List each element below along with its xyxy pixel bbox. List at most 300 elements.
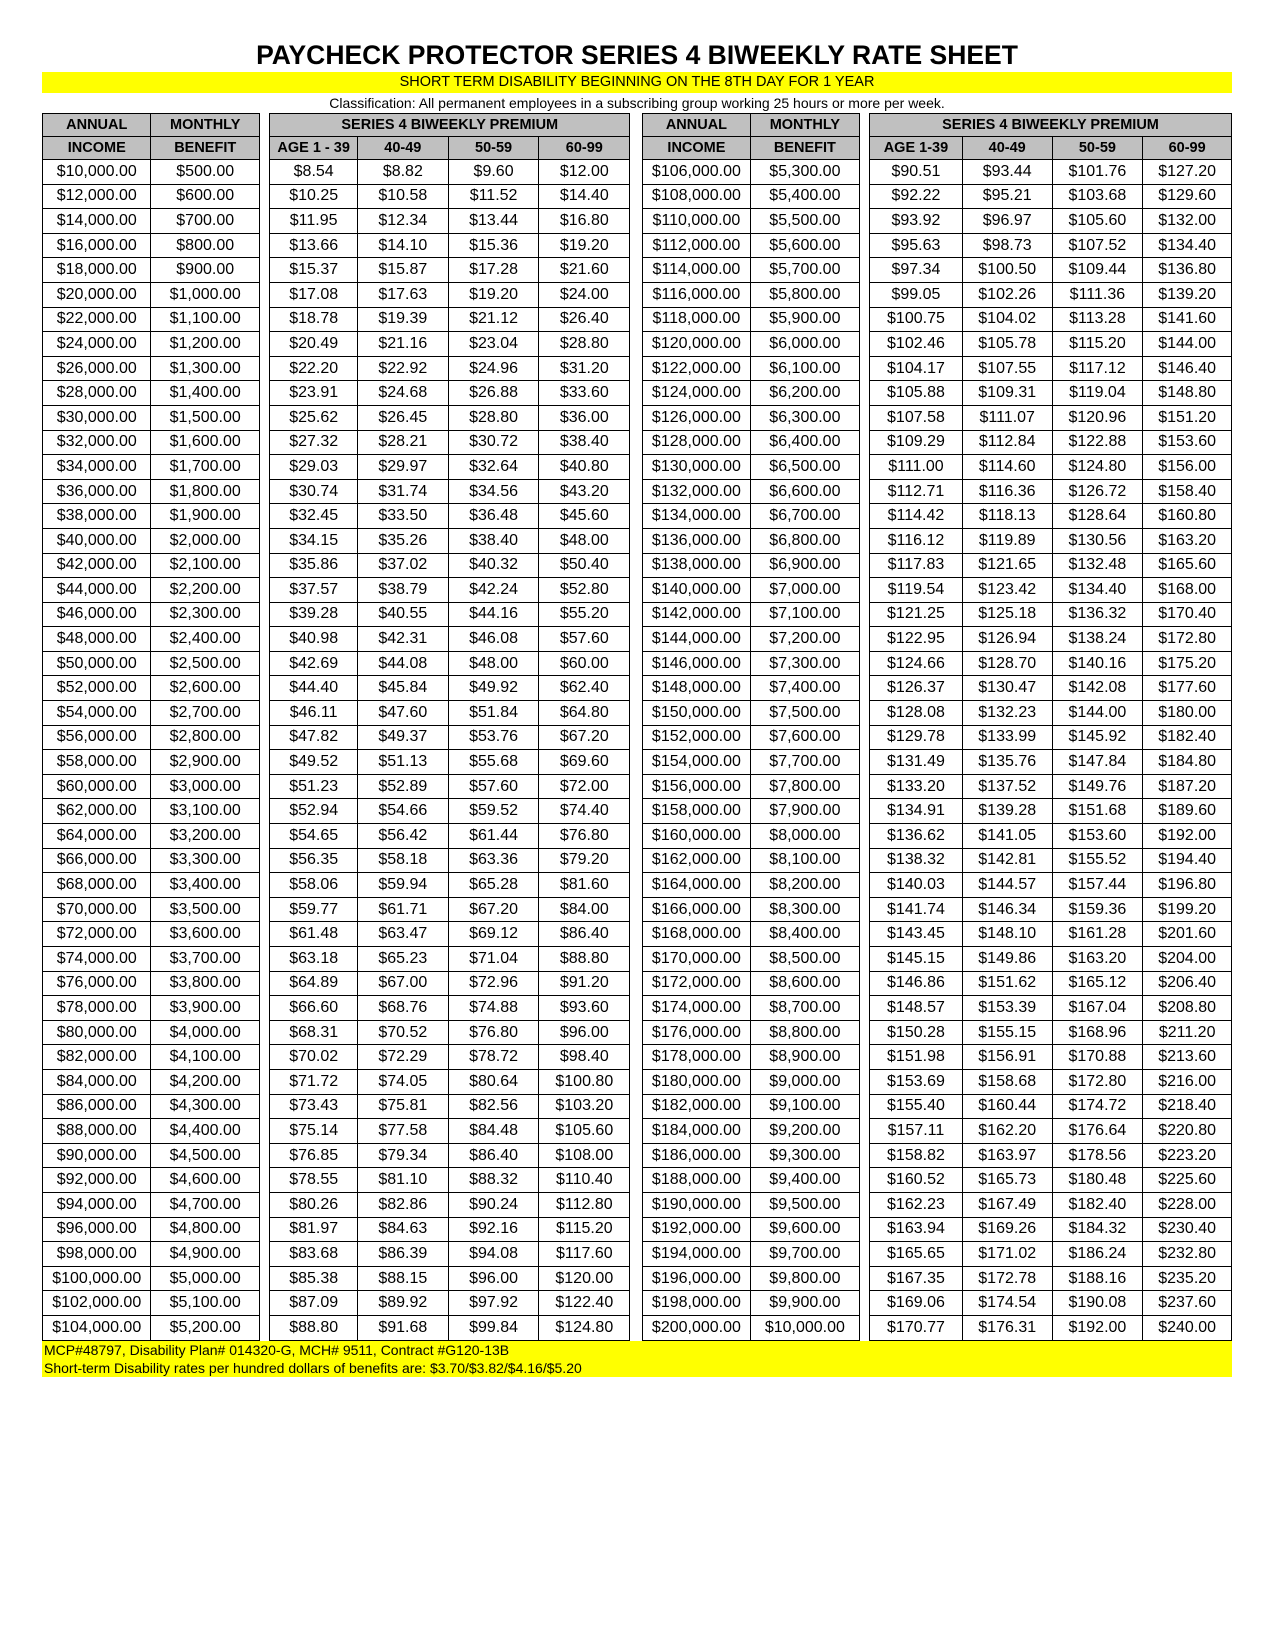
age-header: 60-99	[539, 137, 630, 160]
column-divider	[859, 1266, 869, 1291]
cell-income: $154,000.00	[642, 750, 750, 775]
cell-income: $184,000.00	[642, 1119, 750, 1144]
cell-premium-age-2: $119.89	[962, 528, 1052, 553]
column-divider	[630, 184, 643, 209]
cell-benefit: $5,100.00	[151, 1291, 259, 1316]
column-divider	[259, 996, 269, 1021]
cell-premium-age-2: $174.54	[962, 1291, 1052, 1316]
page-title: PAYCHECK PROTECTOR SERIES 4 BIWEEKLY RATE SHEET	[256, 40, 1018, 70]
cell-premium-age-2: $89.92	[357, 1291, 448, 1316]
cell-premium-age-1: $165.65	[870, 1242, 963, 1267]
column-divider	[259, 504, 269, 529]
column-divider	[859, 922, 869, 947]
column-divider	[859, 184, 869, 209]
cell-premium-age-4: $14.40	[539, 184, 630, 209]
cell-premium-age-4: $211.20	[1143, 1020, 1232, 1045]
cell-premium-age-2: $132.23	[962, 701, 1052, 726]
cell-premium-age-1: $35.86	[270, 553, 358, 578]
cell-benefit: $3,300.00	[151, 848, 259, 873]
column-divider	[859, 627, 869, 652]
cell-income: $162,000.00	[642, 848, 750, 873]
cell-premium-age-3: $130.56	[1052, 528, 1143, 553]
cell-income: $14,000.00	[43, 209, 151, 234]
cell-premium-age-1: $90.51	[870, 160, 963, 185]
cell-premium-age-3: $17.28	[448, 258, 539, 283]
cell-premium-age-2: $130.47	[962, 676, 1052, 701]
cell-benefit: $9,000.00	[751, 1069, 859, 1094]
cell-premium-age-1: $107.58	[870, 405, 963, 430]
cell-benefit: $7,200.00	[751, 627, 859, 652]
cell-premium-age-1: $169.06	[870, 1291, 963, 1316]
cell-premium-age-4: $194.40	[1143, 848, 1232, 873]
cell-benefit: $3,100.00	[151, 799, 259, 824]
column-divider	[859, 1291, 869, 1316]
cell-premium-age-2: $37.02	[357, 553, 448, 578]
table-row	[43, 1217, 1232, 1242]
cell-premium-age-2: $114.60	[962, 455, 1052, 480]
table-row	[43, 1045, 1232, 1070]
column-divider	[630, 873, 643, 898]
cell-premium-age-4: $172.80	[1143, 627, 1232, 652]
cell-premium-age-2: $176.31	[962, 1315, 1052, 1340]
cell-premium-age-1: $170.77	[870, 1315, 963, 1340]
cell-premium-age-4: $124.80	[539, 1315, 630, 1340]
cell-income: $64,000.00	[43, 824, 151, 849]
cell-premium-age-2: $68.76	[357, 996, 448, 1021]
cell-income: $80,000.00	[43, 1020, 151, 1045]
cell-income: $168,000.00	[642, 922, 750, 947]
cell-premium-age-3: $126.72	[1052, 479, 1143, 504]
cell-premium-age-1: $18.78	[270, 307, 358, 332]
cell-benefit: $5,600.00	[751, 233, 859, 258]
cell-premium-age-4: $127.20	[1143, 160, 1232, 185]
cell-premium-age-3: $142.08	[1052, 676, 1143, 701]
cell-premium-age-3: $28.80	[448, 405, 539, 430]
cell-premium-age-2: $153.39	[962, 996, 1052, 1021]
subtitle-banner: SHORT TERM DISABILITY BEGINNING ON THE 8TH DAY FOR 1 YEAR	[42, 72, 1232, 93]
cell-benefit: $4,000.00	[151, 1020, 259, 1045]
cell-benefit: $9,900.00	[751, 1291, 859, 1316]
cell-income: $170,000.00	[642, 947, 750, 972]
cell-premium-age-1: $11.95	[270, 209, 358, 234]
column-divider	[259, 1094, 269, 1119]
cell-benefit: $8,000.00	[751, 824, 859, 849]
cell-premium-age-2: $56.42	[357, 824, 448, 849]
cell-premium-age-2: $155.15	[962, 1020, 1052, 1045]
cell-benefit: $1,700.00	[151, 455, 259, 480]
cell-premium-age-4: $235.20	[1143, 1266, 1232, 1291]
cell-benefit: $2,700.00	[151, 701, 259, 726]
cell-premium-age-4: $64.80	[539, 701, 630, 726]
table-row	[43, 209, 1232, 234]
cell-benefit: $5,500.00	[751, 209, 859, 234]
cell-premium-age-4: $139.20	[1143, 282, 1232, 307]
column-divider	[859, 651, 869, 676]
cell-income: $178,000.00	[642, 1045, 750, 1070]
cell-premium-age-1: $97.34	[870, 258, 963, 283]
cell-premium-age-1: $78.55	[270, 1168, 358, 1193]
cell-premium-age-2: $116.36	[962, 479, 1052, 504]
column-divider	[630, 799, 643, 824]
column-divider	[859, 504, 869, 529]
cell-premium-age-2: $171.02	[962, 1242, 1052, 1267]
cell-income: $34,000.00	[43, 455, 151, 480]
cell-benefit: $500.00	[151, 160, 259, 185]
column-divider	[630, 1094, 643, 1119]
cell-premium-age-3: $144.00	[1052, 701, 1143, 726]
cell-income: $114,000.00	[642, 258, 750, 283]
classification-note: Classification: All permanent employees in a subscribing group working 25 hours or more per week.	[329, 95, 945, 111]
cell-income: $44,000.00	[43, 578, 151, 603]
column-divider	[630, 160, 643, 185]
column-divider	[859, 750, 869, 775]
cell-premium-age-3: $147.84	[1052, 750, 1143, 775]
cell-income: $76,000.00	[43, 971, 151, 996]
cell-premium-age-2: $126.94	[962, 627, 1052, 652]
cell-premium-age-4: $136.80	[1143, 258, 1232, 283]
column-divider	[259, 750, 269, 775]
table-row	[43, 381, 1232, 406]
cell-benefit: $8,200.00	[751, 873, 859, 898]
cell-premium-age-3: $103.68	[1052, 184, 1143, 209]
column-divider	[859, 282, 869, 307]
cell-premium-age-2: $67.00	[357, 971, 448, 996]
column-divider	[259, 578, 269, 603]
column-divider	[259, 381, 269, 406]
cell-premium-age-3: $109.44	[1052, 258, 1143, 283]
cell-benefit: $6,200.00	[751, 381, 859, 406]
column-divider	[859, 1045, 869, 1070]
cell-premium-age-3: $94.08	[448, 1242, 539, 1267]
cell-premium-age-3: $149.76	[1052, 774, 1143, 799]
cell-premium-age-1: $121.25	[870, 602, 963, 627]
column-divider	[259, 799, 269, 824]
cell-benefit: $7,700.00	[751, 750, 859, 775]
cell-benefit: $3,400.00	[151, 873, 259, 898]
cell-benefit: $5,400.00	[751, 184, 859, 209]
cell-benefit: $4,900.00	[151, 1242, 259, 1267]
cell-premium-age-2: $77.58	[357, 1119, 448, 1144]
cell-premium-age-4: $148.80	[1143, 381, 1232, 406]
cell-premium-age-2: $158.68	[962, 1069, 1052, 1094]
cell-premium-age-1: $105.88	[870, 381, 963, 406]
cell-income: $194,000.00	[642, 1242, 750, 1267]
cell-premium-age-1: $119.54	[870, 578, 963, 603]
cell-premium-age-1: $145.15	[870, 947, 963, 972]
cell-benefit: $7,500.00	[751, 701, 859, 726]
column-divider	[259, 1266, 269, 1291]
column-divider	[859, 258, 869, 283]
cell-income: $174,000.00	[642, 996, 750, 1021]
cell-income: $150,000.00	[642, 701, 750, 726]
cell-premium-age-3: $178.56	[1052, 1143, 1143, 1168]
column-divider	[259, 405, 269, 430]
table-row	[43, 602, 1232, 627]
cell-premium-age-3: $117.12	[1052, 356, 1143, 381]
cell-premium-age-4: $19.20	[539, 233, 630, 258]
cell-premium-age-4: $117.60	[539, 1242, 630, 1267]
column-divider	[259, 701, 269, 726]
cell-premium-age-4: $105.60	[539, 1119, 630, 1144]
cell-premium-age-3: $155.52	[1052, 848, 1143, 873]
cell-premium-age-3: $21.12	[448, 307, 539, 332]
cell-premium-age-1: $63.18	[270, 947, 358, 972]
cell-premium-age-1: $75.14	[270, 1119, 358, 1144]
cell-benefit: $4,200.00	[151, 1069, 259, 1094]
cell-premium-age-2: $19.39	[357, 307, 448, 332]
column-divider	[259, 774, 269, 799]
cell-premium-age-1: $71.72	[270, 1069, 358, 1094]
cell-premium-age-1: $15.37	[270, 258, 358, 283]
cell-premium-age-2: $21.16	[357, 332, 448, 357]
cell-premium-age-1: $116.12	[870, 528, 963, 553]
cell-benefit: $3,800.00	[151, 971, 259, 996]
column-divider	[859, 405, 869, 430]
table-row	[43, 405, 1232, 430]
cell-benefit: $9,500.00	[751, 1192, 859, 1217]
column-divider	[630, 750, 643, 775]
cell-income: $42,000.00	[43, 553, 151, 578]
cell-premium-age-2: $151.62	[962, 971, 1052, 996]
column-divider	[259, 971, 269, 996]
cell-premium-age-4: $204.00	[1143, 947, 1232, 972]
cell-premium-age-2: $49.37	[357, 725, 448, 750]
cell-premium-age-4: $192.00	[1143, 824, 1232, 849]
column-divider	[859, 1020, 869, 1045]
cell-premium-age-4: $21.60	[539, 258, 630, 283]
column-divider	[259, 651, 269, 676]
table-row	[43, 528, 1232, 553]
column-divider	[259, 1069, 269, 1094]
cell-benefit: $1,400.00	[151, 381, 259, 406]
column-divider	[630, 1242, 643, 1267]
table-row	[43, 897, 1232, 922]
cell-income: $98,000.00	[43, 1242, 151, 1267]
column-divider	[259, 897, 269, 922]
cell-premium-age-2: $167.49	[962, 1192, 1052, 1217]
cell-premium-age-2: $10.58	[357, 184, 448, 209]
column-divider	[859, 430, 869, 455]
cell-premium-age-3: $140.16	[1052, 651, 1143, 676]
cell-premium-age-1: $143.45	[870, 922, 963, 947]
column-divider	[859, 114, 869, 137]
cell-premium-age-4: $199.20	[1143, 897, 1232, 922]
column-divider	[259, 184, 269, 209]
cell-premium-age-2: $123.42	[962, 578, 1052, 603]
cell-premium-age-4: $196.80	[1143, 873, 1232, 898]
cell-premium-age-1: $70.02	[270, 1045, 358, 1070]
cell-income: $50,000.00	[43, 651, 151, 676]
cell-income: $70,000.00	[43, 897, 151, 922]
cell-income: $20,000.00	[43, 282, 151, 307]
column-divider	[859, 528, 869, 553]
table-row	[43, 307, 1232, 332]
cell-income: $116,000.00	[642, 282, 750, 307]
cell-premium-age-4: $72.00	[539, 774, 630, 799]
cell-premium-age-2: $14.10	[357, 233, 448, 258]
cell-premium-age-3: $23.04	[448, 332, 539, 357]
table-row	[43, 996, 1232, 1021]
cell-benefit: $7,100.00	[751, 602, 859, 627]
cell-premium-age-2: $44.08	[357, 651, 448, 676]
cell-premium-age-4: $156.00	[1143, 455, 1232, 480]
cell-income: $140,000.00	[642, 578, 750, 603]
cell-benefit: $5,700.00	[751, 258, 859, 283]
cell-premium-age-3: $78.72	[448, 1045, 539, 1070]
cell-premium-age-3: $57.60	[448, 774, 539, 799]
column-divider	[630, 1168, 643, 1193]
cell-premium-age-4: $216.00	[1143, 1069, 1232, 1094]
cell-premium-age-2: $172.78	[962, 1266, 1052, 1291]
cell-premium-age-1: $56.35	[270, 848, 358, 873]
cell-premium-age-1: $104.17	[870, 356, 963, 381]
cell-benefit: $4,300.00	[151, 1094, 259, 1119]
cell-income: $112,000.00	[642, 233, 750, 258]
cell-benefit: $4,700.00	[151, 1192, 259, 1217]
cell-premium-age-1: $8.54	[270, 160, 358, 185]
cell-premium-age-1: $64.89	[270, 971, 358, 996]
table-row	[43, 701, 1232, 726]
annual-header: ANNUAL	[642, 114, 750, 137]
cell-income: $128,000.00	[642, 430, 750, 455]
cell-benefit: $2,600.00	[151, 676, 259, 701]
cell-premium-age-1: $17.08	[270, 282, 358, 307]
cell-premium-age-1: $148.57	[870, 996, 963, 1021]
cell-income: $88,000.00	[43, 1119, 151, 1144]
cell-income: $90,000.00	[43, 1143, 151, 1168]
cell-premium-age-4: $45.60	[539, 504, 630, 529]
column-divider	[859, 1242, 869, 1267]
cell-premium-age-1: $58.06	[270, 873, 358, 898]
column-divider	[630, 947, 643, 972]
cell-premium-age-4: $28.80	[539, 332, 630, 357]
column-divider	[859, 701, 869, 726]
cell-premium-age-2: $70.52	[357, 1020, 448, 1045]
cell-premium-age-1: $25.62	[270, 405, 358, 430]
cell-premium-age-4: $26.40	[539, 307, 630, 332]
cell-premium-age-2: $149.86	[962, 947, 1052, 972]
cell-premium-age-2: $128.70	[962, 651, 1052, 676]
cell-premium-age-1: $100.75	[870, 307, 963, 332]
column-divider	[859, 824, 869, 849]
cell-premium-age-4: $108.00	[539, 1143, 630, 1168]
cell-benefit: $1,200.00	[151, 332, 259, 357]
column-divider	[630, 701, 643, 726]
cell-income: $130,000.00	[642, 455, 750, 480]
cell-premium-age-3: $124.80	[1052, 455, 1143, 480]
cell-premium-age-1: $109.29	[870, 430, 963, 455]
column-divider	[259, 479, 269, 504]
column-divider	[630, 824, 643, 849]
cell-premium-age-3: $44.16	[448, 602, 539, 627]
age-header: 40-49	[357, 137, 448, 160]
cell-premium-age-1: $167.35	[870, 1266, 963, 1291]
cell-premium-age-2: $95.21	[962, 184, 1052, 209]
cell-income: $158,000.00	[642, 799, 750, 824]
column-divider	[630, 1020, 643, 1045]
cell-premium-age-3: $63.36	[448, 848, 539, 873]
cell-premium-age-1: $93.92	[870, 209, 963, 234]
cell-premium-age-3: $72.96	[448, 971, 539, 996]
table-row	[43, 799, 1232, 824]
cell-premium-age-4: $223.20	[1143, 1143, 1232, 1168]
cell-premium-age-4: $120.00	[539, 1266, 630, 1291]
cell-premium-age-3: $107.52	[1052, 233, 1143, 258]
cell-premium-age-2: $81.10	[357, 1168, 448, 1193]
cell-premium-age-3: $161.28	[1052, 922, 1143, 947]
table-row	[43, 1291, 1232, 1316]
cell-premium-age-2: $52.89	[357, 774, 448, 799]
cell-premium-age-3: $40.32	[448, 553, 539, 578]
cell-premium-age-1: $122.95	[870, 627, 963, 652]
cell-benefit: $3,700.00	[151, 947, 259, 972]
cell-premium-age-3: $184.32	[1052, 1217, 1143, 1242]
cell-premium-age-3: $96.00	[448, 1266, 539, 1291]
cell-premium-age-4: $184.80	[1143, 750, 1232, 775]
cell-premium-age-4: $88.80	[539, 947, 630, 972]
cell-premium-age-2: $47.60	[357, 701, 448, 726]
cell-premium-age-4: $160.80	[1143, 504, 1232, 529]
cell-premium-age-1: $22.20	[270, 356, 358, 381]
table-row	[43, 1094, 1232, 1119]
cell-premium-age-2: $102.26	[962, 282, 1052, 307]
column-divider	[259, 1291, 269, 1316]
cell-premium-age-3: $128.64	[1052, 504, 1143, 529]
cell-premium-age-3: $120.96	[1052, 405, 1143, 430]
column-divider	[630, 627, 643, 652]
cell-premium-age-4: $112.80	[539, 1192, 630, 1217]
footer-rates-line: Short-term Disability rates per hundred dollars of benefits are: $3.70/$3.82/$4.16/$5.20	[44, 1359, 582, 1376]
monthly-header: MONTHLY	[751, 114, 859, 137]
cell-premium-age-1: $99.05	[870, 282, 963, 307]
cell-income: $148,000.00	[642, 676, 750, 701]
table-row	[43, 184, 1232, 209]
cell-income: $78,000.00	[43, 996, 151, 1021]
cell-premium-age-2: $59.94	[357, 873, 448, 898]
cell-premium-age-2: $86.39	[357, 1242, 448, 1267]
cell-income: $58,000.00	[43, 750, 151, 775]
cell-benefit: $1,300.00	[151, 356, 259, 381]
column-divider	[630, 258, 643, 283]
cell-premium-age-1: $95.63	[870, 233, 963, 258]
cell-premium-age-2: $133.99	[962, 725, 1052, 750]
cell-benefit: $1,800.00	[151, 479, 259, 504]
column-divider	[259, 627, 269, 652]
cell-income: $166,000.00	[642, 897, 750, 922]
cell-premium-age-1: $131.49	[870, 750, 963, 775]
cell-premium-age-3: $15.36	[448, 233, 539, 258]
header-row-1	[43, 114, 1232, 137]
cell-premium-age-3: $92.16	[448, 1217, 539, 1242]
age-header: AGE 1-39	[870, 137, 963, 160]
cell-income: $188,000.00	[642, 1168, 750, 1193]
cell-premium-age-2: $156.91	[962, 1045, 1052, 1070]
cell-premium-age-4: $208.80	[1143, 996, 1232, 1021]
cell-premium-age-1: $37.57	[270, 578, 358, 603]
column-divider	[259, 307, 269, 332]
column-divider	[859, 332, 869, 357]
cell-premium-age-4: $31.20	[539, 356, 630, 381]
cell-premium-age-1: $52.94	[270, 799, 358, 824]
cell-premium-age-3: $82.56	[448, 1094, 539, 1119]
cell-premium-age-4: $134.40	[1143, 233, 1232, 258]
table-row	[43, 824, 1232, 849]
cell-income: $182,000.00	[642, 1094, 750, 1119]
benefit-header: BENEFIT	[751, 137, 859, 160]
column-divider	[630, 528, 643, 553]
cell-income: $52,000.00	[43, 676, 151, 701]
cell-premium-age-1: $83.68	[270, 1242, 358, 1267]
